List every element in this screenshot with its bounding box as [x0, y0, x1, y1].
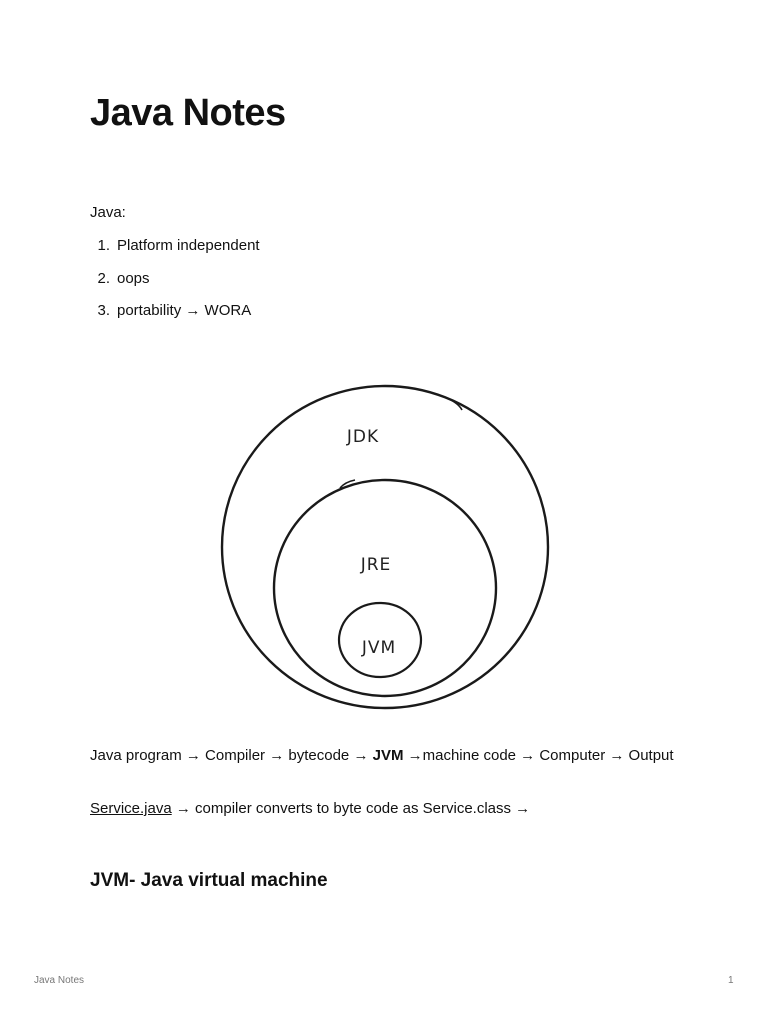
jvm-label: JVM [361, 638, 397, 658]
footer-page-number: 1 [728, 975, 734, 986]
jdk-label: JDK [346, 427, 380, 447]
jdk-jre-jvm-diagram [210, 382, 560, 718]
service-rest: → compiler converts to byte code as Service.class → [171, 800, 531, 817]
flow-part2: →machine code → Computer → Output [403, 747, 674, 764]
list-text: oops [117, 269, 150, 287]
compilation-flow-text [90, 744, 680, 767]
list-item [90, 301, 650, 334]
list-number: 1. [97, 237, 110, 254]
list-text: Platform independent [117, 237, 260, 254]
numbered-list [90, 236, 650, 334]
list-item [90, 269, 650, 302]
service-java-link[interactable]: Service.java [90, 800, 172, 817]
footer-document-title: Java Notes [34, 975, 85, 986]
service-example-text [90, 799, 680, 819]
flow-jvm-bold: JVM [372, 747, 404, 764]
jdk-circle [222, 386, 548, 708]
jre-circle [274, 480, 496, 696]
section-heading-jvm: JVM- Java virtual machine [90, 870, 328, 891]
list-item [90, 236, 650, 269]
flow-part1: Java program → Compiler → bytecode → [90, 747, 373, 764]
intro-text: Java: [90, 204, 126, 221]
page-title: Java Notes [90, 92, 286, 134]
jre-label: JRE [360, 555, 392, 575]
list-number: 2. [97, 269, 110, 287]
diagram-svg [210, 382, 560, 718]
list-text: portability → WORA [117, 302, 252, 319]
list-number: 3. [97, 302, 110, 319]
